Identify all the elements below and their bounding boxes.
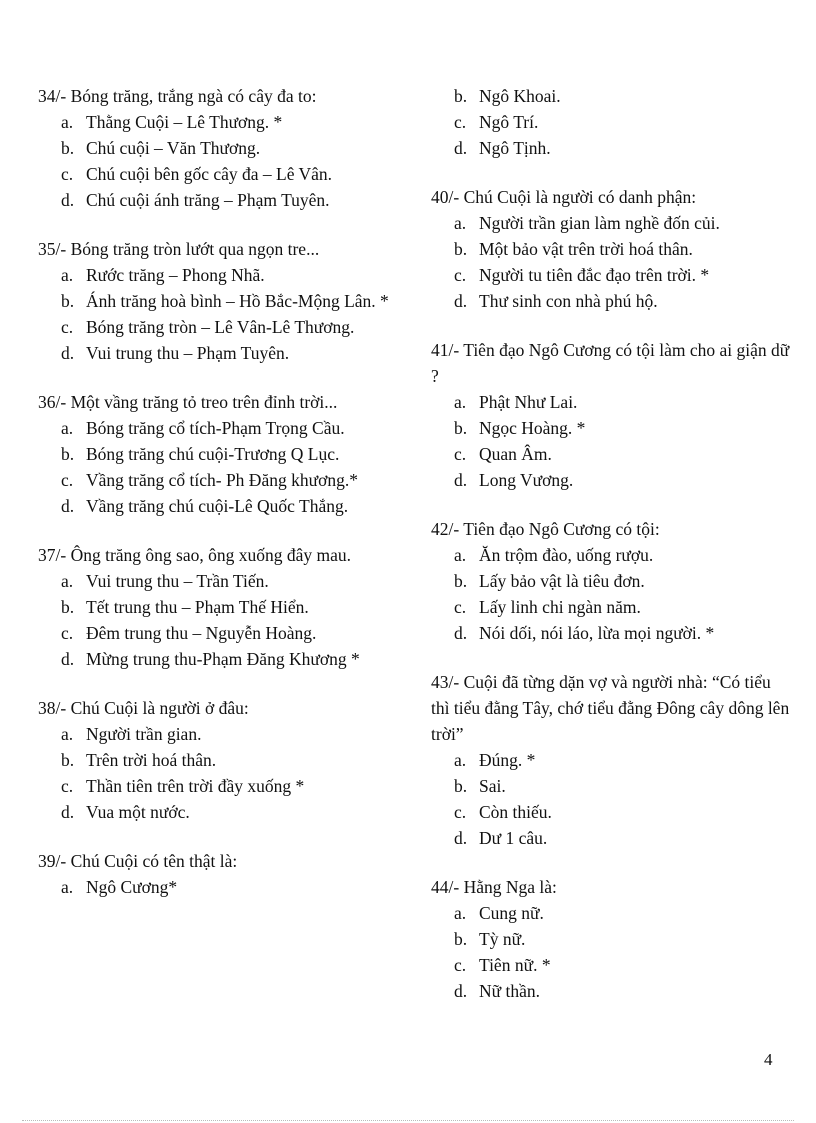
option-letter: c. (61, 623, 74, 643)
answer-option (431, 568, 791, 594)
option-text: Còn thiếu. (479, 802, 552, 822)
answer-option (38, 493, 398, 519)
options-list (431, 389, 791, 493)
answer-option (38, 620, 398, 646)
option-text: Một bảo vật trên trời hoá thân. (479, 239, 693, 259)
option-letter: d. (61, 190, 75, 210)
option-letter: a. (61, 418, 74, 438)
question-stem: 41/- Tiên đạo Ngô Cương có tội làm cho ai giận dữ ? (431, 340, 790, 386)
question-stem: 42/- Tiên đạo Ngô Cương có tội: (431, 519, 660, 539)
answer-option (431, 109, 791, 135)
option-letter: b. (454, 239, 468, 259)
option-letter: d. (454, 138, 468, 158)
option-letter: a. (61, 265, 74, 285)
option-letter: a. (454, 545, 467, 565)
option-text: Bóng trăng cổ tích-Phạm Trọng Cầu. (86, 418, 345, 438)
answer-option (38, 799, 398, 825)
question-stem: 39/- Chú Cuội có tên thật là: (38, 851, 238, 871)
option-letter: a. (454, 903, 467, 923)
question-stem: 35/- Bóng trăng tròn lướt qua ngọn tre... (38, 239, 320, 259)
answer-option (431, 135, 791, 161)
option-letter: c. (454, 444, 467, 464)
option-letter: c. (61, 776, 74, 796)
answer-option (431, 926, 791, 952)
left-column (38, 83, 398, 923)
option-letter: c. (61, 164, 74, 184)
option-text: Vầng trăng cổ tích- Ph Đăng khương.* (86, 470, 358, 490)
option-letter: b. (454, 929, 468, 949)
option-letter: c. (454, 802, 467, 822)
option-letter: b. (61, 444, 75, 464)
option-letter: d. (454, 828, 468, 848)
option-letter: b. (61, 750, 75, 770)
option-letter: a. (61, 877, 74, 897)
answer-option (38, 568, 398, 594)
answer-option (431, 415, 791, 441)
question-block (431, 874, 791, 1004)
option-letter: a. (454, 392, 467, 412)
option-text: Đúng. * (479, 750, 536, 770)
option-text: Mừng trung thu-Phạm Đăng Khương * (86, 649, 360, 669)
question-block (38, 83, 398, 213)
answer-option (431, 747, 791, 773)
option-text: Thần tiên trên trời đầy xuống * (86, 776, 305, 796)
option-text: Tết trung thu – Phạm Thế Hiển. (86, 597, 309, 617)
options-list (38, 874, 398, 900)
option-text: Chú cuội bên gốc cây đa – Lê Vân. (86, 164, 333, 184)
answer-option (38, 109, 398, 135)
option-letter: b. (454, 86, 468, 106)
option-letter: d. (61, 496, 75, 516)
question-stem: 38/- Chú Cuội là người ở đâu: (38, 698, 249, 718)
option-letter: d. (454, 470, 468, 490)
option-text: Tỳ nữ. (479, 929, 526, 949)
option-text: Cung nữ. (479, 903, 544, 923)
answer-option (431, 620, 791, 646)
option-text: Quan Âm. (479, 444, 552, 464)
answer-option (38, 161, 398, 187)
option-letter: d. (454, 981, 468, 1001)
option-text: Phật Như Lai. (479, 392, 578, 412)
options-list (431, 900, 791, 1004)
answer-option (431, 773, 791, 799)
question-stem: 37/- Ông trăng ông sao, ông xuống đây mau. (38, 545, 352, 565)
question-stem: 36/- Một vầng trăng tỏ treo trên đỉnh trời... (38, 392, 338, 412)
options-list (38, 721, 398, 825)
bottom-dotted-rule (22, 1120, 794, 1121)
option-letter: c. (61, 470, 74, 490)
answer-option (38, 262, 398, 288)
option-text: Lấy bảo vật là tiêu đơn. (479, 571, 645, 591)
option-letter: a. (61, 724, 74, 744)
options-list (431, 542, 791, 646)
option-letter: d. (454, 291, 468, 311)
question-block (38, 848, 398, 900)
option-letter: b. (454, 571, 468, 591)
answer-option (431, 900, 791, 926)
option-text: Người trần gian. (86, 724, 202, 744)
question-stem: 34/- Bóng trăng, trắng ngà có cây đa to: (38, 86, 317, 106)
option-text: Tiên nữ. * (479, 955, 551, 975)
option-text: Ngô Cương* (86, 877, 178, 897)
answer-option (431, 467, 791, 493)
option-text: Thư sinh con nhà phú hộ. (479, 291, 658, 311)
option-text: Vầng trăng chú cuội-Lê Quốc Thắng. (86, 496, 349, 516)
answer-option (431, 978, 791, 1004)
answer-option (38, 721, 398, 747)
option-letter: d. (61, 649, 75, 669)
answer-option (38, 135, 398, 161)
answer-option (431, 825, 791, 851)
answer-option (38, 467, 398, 493)
option-text: Ngô Khoai. (479, 86, 561, 106)
options-list (431, 210, 791, 314)
answer-option (431, 288, 791, 314)
question-block (38, 389, 398, 519)
option-letter: c. (454, 955, 467, 975)
options-list (38, 262, 398, 366)
options-list (38, 415, 398, 519)
option-letter: a. (61, 571, 74, 591)
option-letter: b. (61, 597, 75, 617)
answer-option (38, 441, 398, 467)
question-stem: 43/- Cuội đã từng dặn vợ và người nhà: “Có tiểu thì tiểu đằng Tây, chớ tiểu đằng Đông cây dông lên trời” (431, 672, 790, 744)
option-letter: c. (61, 317, 74, 337)
answer-option (38, 594, 398, 620)
option-text: Thằng Cuội – Lê Thương. * (86, 112, 283, 132)
option-text: Lấy linh chi ngàn năm. (479, 597, 641, 617)
option-text: Rước trăng – Phong Nhã. (86, 265, 265, 285)
option-letter: b. (61, 291, 75, 311)
question-block (38, 542, 398, 672)
option-text: Dư 1 câu. (479, 828, 548, 848)
option-letter: a. (454, 750, 467, 770)
option-letter: a. (454, 213, 467, 233)
answer-option (38, 187, 398, 213)
question-block (431, 337, 791, 493)
answer-option (38, 747, 398, 773)
option-letter: d. (454, 623, 468, 643)
answer-option (431, 594, 791, 620)
option-text: Bóng trăng chú cuội-Trương Q Lục. (86, 444, 340, 464)
option-text: Đêm trung thu – Nguyễn Hoàng. (86, 623, 317, 643)
option-text: Ăn trộm đào, uống rượu. (479, 545, 654, 565)
option-text: Vua một nước. (86, 802, 190, 822)
answer-option (38, 314, 398, 340)
question-stem: 44/- Hằng Nga là: (431, 877, 557, 897)
question-39-continuation (431, 83, 791, 161)
option-text: Ngô Tịnh. (479, 138, 551, 158)
option-letter: c. (454, 265, 467, 285)
right-column (431, 83, 791, 1027)
option-text: Trên trời hoá thân. (86, 750, 217, 770)
option-text: Chú cuội – Văn Thương. (86, 138, 261, 158)
option-text: Long Vương. (479, 470, 574, 490)
option-text: Vui trung thu – Phạm Tuyên. (86, 343, 290, 363)
answer-option (38, 340, 398, 366)
option-text: Ánh trăng hoà bình – Hồ Bắc-Mộng Lân. * (86, 291, 389, 311)
answer-option (431, 799, 791, 825)
answer-option (38, 646, 398, 672)
options-list (431, 747, 791, 851)
option-text: Ngọc Hoàng. * (479, 418, 586, 438)
question-stem: 40/- Chú Cuội là người có danh phận: (431, 187, 697, 207)
options-list (38, 568, 398, 672)
question-block (38, 695, 398, 825)
answer-option (38, 773, 398, 799)
answer-option (431, 262, 791, 288)
option-text: Người trần gian làm nghề đốn củi. (479, 213, 720, 233)
option-text: Nói dối, nói láo, lừa mọi người. * (479, 623, 715, 643)
option-letter: b. (61, 138, 75, 158)
option-text: Vui trung thu – Trần Tiến. (86, 571, 269, 591)
answer-option (431, 542, 791, 568)
answer-option (431, 210, 791, 236)
answer-option (431, 236, 791, 262)
answer-option (431, 83, 791, 109)
option-text: Chú cuội ánh trăng – Phạm Tuyên. (86, 190, 330, 210)
options-list (38, 109, 398, 213)
option-text: Người tu tiên đắc đạo trên trời. * (479, 265, 710, 285)
option-letter: c. (454, 112, 467, 132)
option-letter: d. (61, 802, 75, 822)
option-letter: d. (61, 343, 75, 363)
answer-option (38, 415, 398, 441)
option-letter: c. (454, 597, 467, 617)
option-letter: a. (61, 112, 74, 132)
options-list (431, 83, 791, 161)
question-block (431, 669, 791, 851)
answer-option (431, 952, 791, 978)
question-block (38, 236, 398, 366)
option-text: Sai. (479, 776, 506, 796)
answer-option (38, 288, 398, 314)
question-block (431, 516, 791, 646)
answer-option (431, 441, 791, 467)
option-letter: b. (454, 418, 468, 438)
answer-option (431, 389, 791, 415)
question-block (431, 184, 791, 314)
option-text: Bóng trăng tròn – Lê Vân-Lê Thương. (86, 317, 355, 337)
option-letter: b. (454, 776, 468, 796)
option-text: Ngô Trí. (479, 112, 539, 132)
page-number: 4 (764, 1050, 773, 1069)
option-text: Nữ thần. (479, 981, 541, 1001)
answer-option (38, 874, 398, 900)
